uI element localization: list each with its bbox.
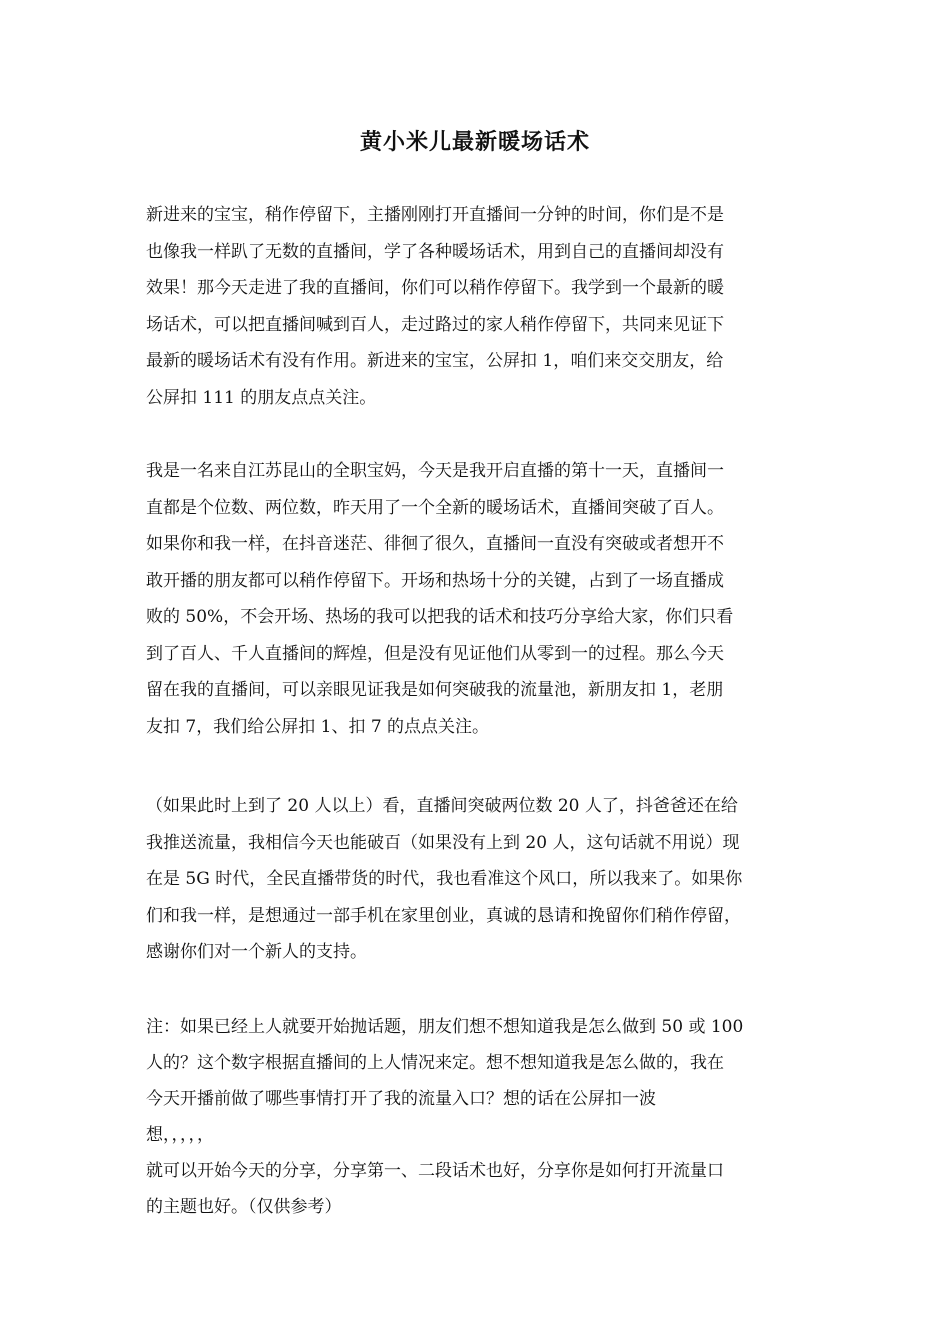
- paragraph-self-intro: [146, 453, 806, 745]
- paragraph-line: 我是一名来自江苏昆山的全职宝妈，今天是我开启直播的第十一天，直播间一: [146, 461, 724, 481]
- paragraph-line: 友扣 7，我们给公屏扣 1、扣 7 的点点关注。: [146, 716, 490, 737]
- paragraph-line: 也像我一样趴了无数的直播间，学了各种暖场话术，用到自己的直播间却没有: [146, 241, 724, 262]
- paragraph-line: 新进来的宝宝，稍作停留下，主播刚刚打开直播间一分钟的时间，你们是不是: [146, 205, 724, 225]
- paragraph-line: 的主题也好。（仅供参考）: [146, 1197, 342, 1217]
- paragraph-line: 公屏扣 111 的朋友点点关注。: [146, 387, 377, 408]
- paragraph-line: 就可以开始今天的分享，分享第一、二段话术也好，分享你是如何打开流量口: [146, 1161, 724, 1181]
- paragraph-line: 到了百人、千人直播间的辉煌，但是没有见证他们从零到一的过程。那么今天: [146, 643, 724, 664]
- paragraph-line: 人的？这个数字根据直播间的上人情况来定。想不想知道我是怎么做的，我在: [146, 1053, 724, 1073]
- paragraph-line: 如果你和我一样，在抖音迷茫、徘徊了很久，直播间一直没有突破或者想开不: [146, 534, 724, 554]
- paragraph-line: 想，，，，，: [146, 1125, 214, 1145]
- paragraph-line: 在是 5G 时代，全民直播带货的时代，我也看准这个风口，所以我来了。如果你: [146, 869, 743, 889]
- paragraph-milestone: [146, 788, 806, 971]
- document-title: 黄小米儿最新暖场话术: [359, 129, 590, 155]
- paragraph-intro: [146, 197, 806, 416]
- paragraph-line: 败的 50%，不会开场、热场的我可以把我的话术和技巧分享给大家，你们只看: [146, 607, 734, 627]
- paragraph-line: 直都是个位数、两位数，昨天用了一个全新的暖场话术，直播间突破了百人。: [146, 497, 724, 518]
- paragraph-line: 今天开播前做了哪些事情打开了我的流量入口？想的话在公屏扣一波: [146, 1089, 656, 1109]
- paragraph-line: 场话术，可以把直播间喊到百人，走过路过的家人稍作停留下，共同来见证下: [146, 314, 724, 335]
- paragraph-line: 们和我一样，是想通过一部手机在家里创业，真诚的恳请和挽留你们稍作停留，: [146, 905, 741, 926]
- paragraph-line: 注：如果已经上人就要开始抛话题，朋友们想不想知道我是怎么做到 50 或 100: [146, 1017, 744, 1037]
- paragraph-line: 我推送流量，我相信今天也能破百（如果没有上到 20 人，这句话就不用说）现: [146, 832, 740, 853]
- paragraph-line: 感谢你们对一个新人的支持。: [146, 942, 367, 962]
- paragraph-line: 敢开播的朋友都可以稍作停留下。开场和热场十分的关键，占到了一场直播成: [146, 570, 724, 591]
- paragraph-note: [146, 1009, 806, 1225]
- paragraph-line: 留在我的直播间，可以亲眼见证我是如何突破我的流量池，新朋友扣 1，老朋: [146, 680, 724, 700]
- paragraph-line: （如果此时上到了 20 人以上）看，直播间突破两位数 20 人了，抖爸爸还在给: [146, 796, 738, 816]
- paragraph-line: 效果！那今天走进了我的直播间，你们可以稍作停留下。我学到一个最新的暖: [146, 278, 724, 298]
- paragraph-line: 最新的暖场话术有没有作用。新进来的宝宝，公屏扣 1，咱们来交交朋友，给: [146, 351, 724, 371]
